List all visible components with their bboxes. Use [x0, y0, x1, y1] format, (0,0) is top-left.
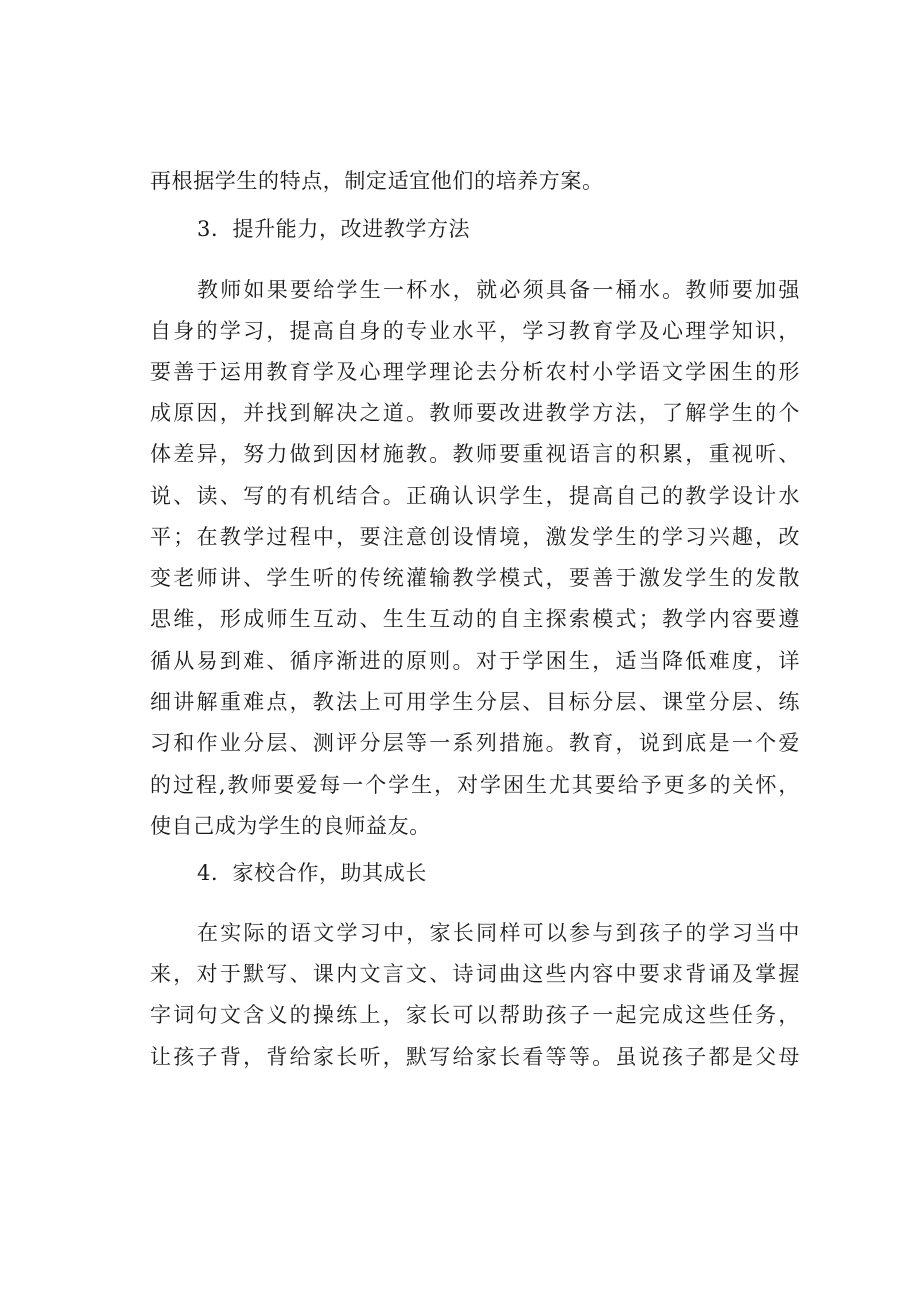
paragraph-line: 细讲解重难点，教法上可用学生分层、目标分层、课堂分层、练 — [150, 690, 800, 714]
paragraph-line: 字词句文含义的操练上，家长可以帮助孩子一起完成这些任务， — [150, 1003, 800, 1027]
paragraph-line: 平；在教学过程中，要注意创设情境，激发学生的学习兴趣，改 — [150, 525, 800, 549]
paragraph-line: 变老师讲、学生听的传统灌输教学模式，要善于激发学生的发散 — [150, 566, 800, 590]
paragraph-line: 自身的学习，提高自身的专业水平，学习教育学及心理学知识， — [150, 319, 800, 343]
paragraph-line: 教师如果要给学生一杯水，就必须具备一桶水。教师要加强 — [197, 278, 800, 302]
paragraph-line: 让孩子背，背给家长听，默写给家长看等等。虽说孩子都是父母 — [150, 1045, 800, 1069]
paragraph-line: 来，对于默写、课内文言文、诗词曲这些内容中要求背诵及掌握 — [150, 962, 800, 986]
paragraph-tail-line: 再根据学生的特点，制定适宜他们的培养方案。 — [150, 169, 604, 193]
paragraph-line: 循从易到难、循序渐进的原则。对于学困生，适当降低难度，详 — [150, 649, 800, 673]
paragraph-last-line: 使自己成为学生的良师益友。 — [150, 814, 431, 838]
paragraph-line: 在实际的语文学习中，家长同样可以参与到孩子的学习当中 — [197, 921, 800, 945]
paragraph-line: 说、读、写的有机结合。正确认识学生，提高自己的教学设计水 — [150, 484, 800, 508]
paragraph-line: 习和作业分层、测评分层等一系列措施。教育，说到底是一个爱 — [150, 731, 800, 755]
section-heading-3: 3．提升能力，改进教学方法 — [197, 217, 471, 241]
paragraph-line: 成原因，并找到解决之道。教师要改进教学方法，了解学生的个 — [150, 401, 800, 425]
paragraph-line: 的过程,教师要爱每一个学生，对学困生尤其要给予更多的关怀， — [150, 773, 800, 797]
paragraph-line: 要善于运用教育学及心理学理论去分析农村小学语文学困生的形 — [150, 360, 800, 384]
paragraph-line: 思维，形成师生互动、生生互动的自主探索模式；教学内容要遵 — [150, 607, 800, 631]
paragraph-line: 体差异，努力做到因材施教。教师要重视语言的积累，重视听、 — [150, 442, 800, 466]
section-heading-4: 4．家校合作，助其成长 — [197, 861, 427, 885]
